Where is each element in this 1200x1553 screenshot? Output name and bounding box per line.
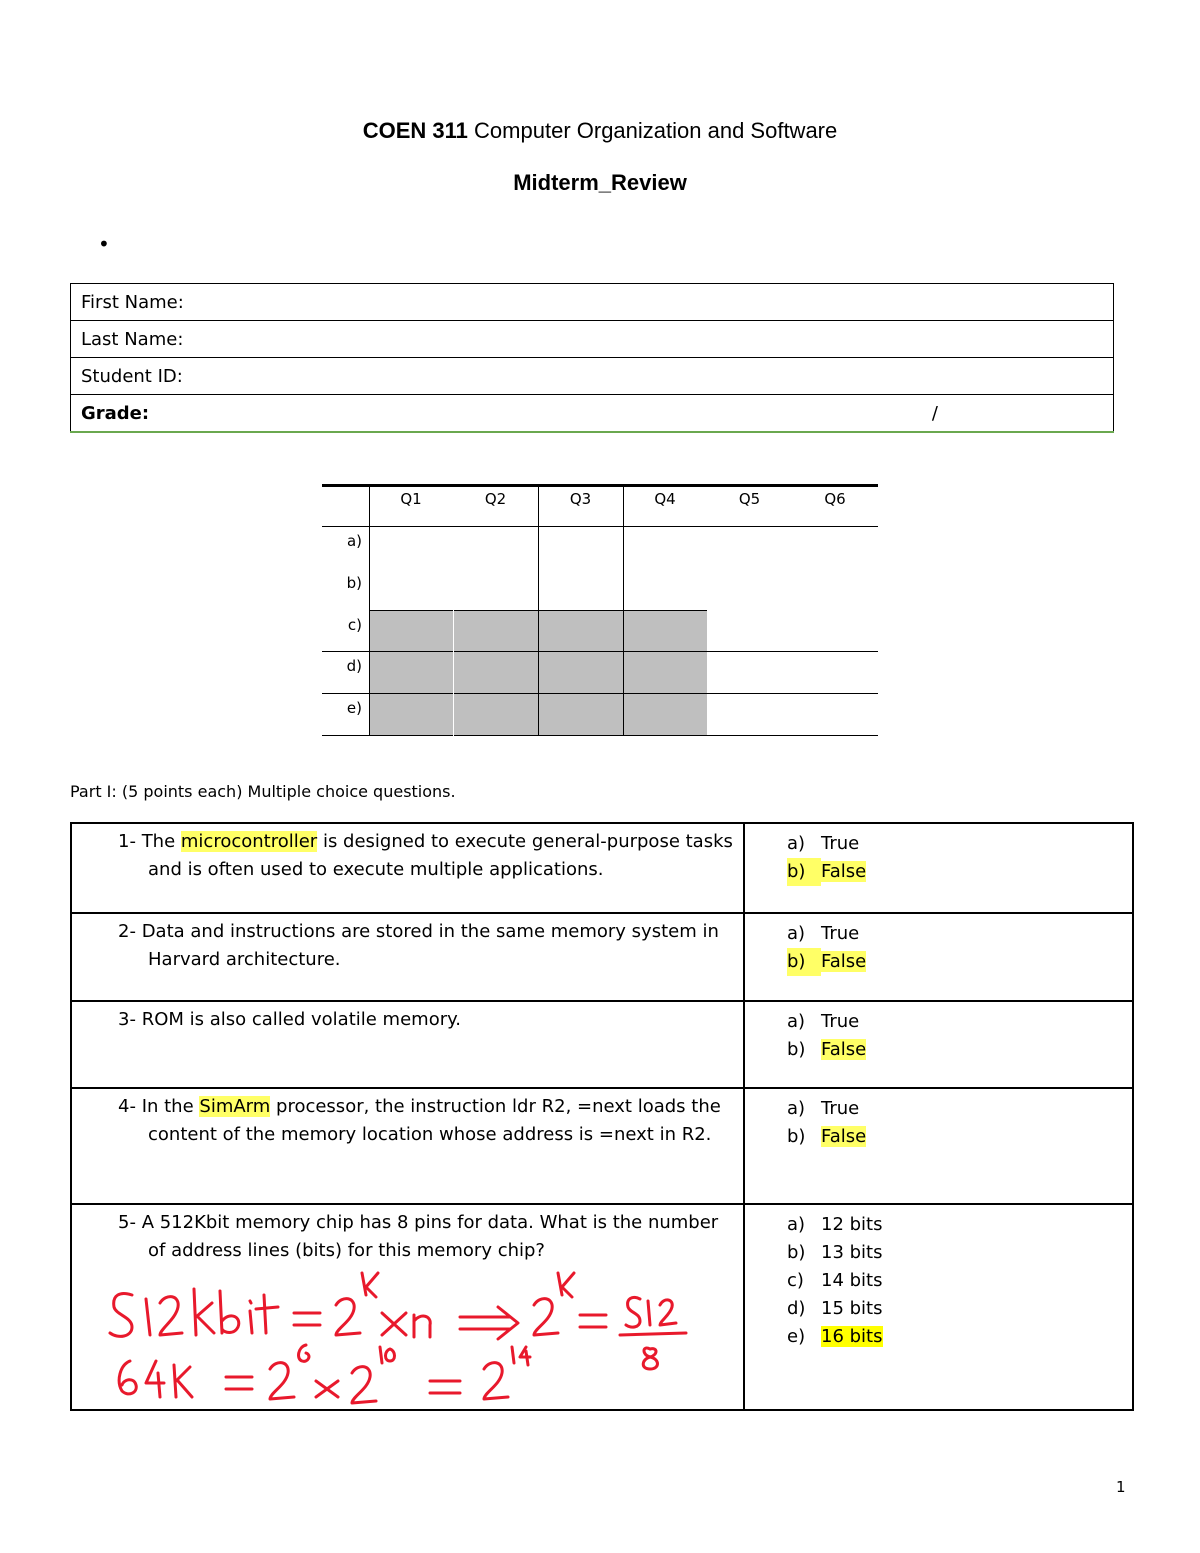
grid-row-divider <box>322 693 878 694</box>
question-cell <box>71 1088 744 1204</box>
first-name-label: First Name: <box>81 291 184 313</box>
grid-row-label-d: d) <box>346 657 362 675</box>
question-highlight: microcontroller <box>180 831 318 852</box>
last-name-field[interactable] <box>71 321 1114 358</box>
document-subtitle: Midterm_Review <box>513 170 687 195</box>
question-text-part: In the <box>141 1096 200 1117</box>
options-cell <box>744 1204 1133 1410</box>
grid-col-header-q3: Q3 <box>569 490 592 508</box>
option-a[interactable]: a) True <box>787 833 860 854</box>
question-text-part: The <box>141 831 181 852</box>
handwritten-calculation-drawing <box>80 1265 720 1405</box>
last-name-label: Last Name: <box>81 328 184 350</box>
grade-label: Grade: <box>81 402 150 424</box>
option-b-selected[interactable]: b) False <box>787 1039 867 1060</box>
grade-slash: / <box>931 402 938 424</box>
question-text-part: processor, the instruction ldr R2, =next loads the content of the memory location whose address is =next in R2. <box>148 1096 721 1145</box>
grid-col-header-q1: Q1 <box>400 490 422 508</box>
grid-col-divider <box>453 610 454 736</box>
question-cell <box>71 1001 744 1088</box>
question-number: 3- <box>118 1009 136 1030</box>
grid-col-header-q2: Q2 <box>484 490 507 508</box>
question-text-part: Data and instructions are stored in the same memory system in Harvard architecture. <box>141 921 719 970</box>
option-d[interactable]: d) 15 bits <box>787 1298 883 1319</box>
question-cell <box>71 913 744 1001</box>
question-text <box>118 1093 735 1149</box>
options-cell <box>744 1088 1133 1204</box>
option-a[interactable]: a) 12 bits <box>787 1214 883 1235</box>
question-number: 4- <box>118 1096 136 1117</box>
question-number: 5- <box>118 1212 136 1233</box>
grid-row-label-c: c) <box>347 616 362 634</box>
student-id-field[interactable] <box>71 358 1114 395</box>
option-a[interactable]: a) True <box>787 923 860 944</box>
handwritten-answer <box>80 1265 735 1405</box>
page-number: 1 <box>1116 1478 1126 1496</box>
first-name-field[interactable] <box>71 284 1114 321</box>
question-text <box>118 828 735 884</box>
question-cell <box>71 823 744 913</box>
option-b-selected[interactable]: b) False <box>787 948 1124 976</box>
question-text-part: A 512Kbit memory chip has 8 pins for data. What is the number of address lines (bits) for this memory chip? <box>141 1212 719 1261</box>
options-cell <box>744 1001 1133 1088</box>
grid-row-divider <box>322 651 878 652</box>
options-cell <box>744 823 1133 913</box>
question-text <box>118 918 735 974</box>
question-text <box>118 1006 735 1034</box>
option-a[interactable]: a) True <box>787 1098 860 1119</box>
grid-row-label-a: a) <box>346 532 362 550</box>
grid-col-header-q4: Q4 <box>654 490 676 508</box>
student-id-label: Student ID: <box>81 365 183 387</box>
course-title <box>0 118 1200 144</box>
grid-col-header-q6: Q6 <box>824 490 846 508</box>
option-b-selected[interactable]: b) False <box>787 858 1124 886</box>
bullet-point: • <box>98 232 110 256</box>
option-b[interactable]: b) 13 bits <box>787 1242 883 1263</box>
grid-bottom-border <box>322 735 878 736</box>
option-c[interactable]: c) 14 bits <box>787 1270 883 1291</box>
grid-header-divider <box>322 526 878 527</box>
questions-table <box>70 822 1134 1411</box>
question-row <box>71 913 1133 1001</box>
course-code: COEN 311 <box>362 118 468 143</box>
option-e-selected[interactable]: e) 16 bits <box>787 1326 883 1347</box>
question-text-part: ROM is also called volatile memory. <box>141 1009 461 1030</box>
grid-row-label-b: b) <box>346 574 362 592</box>
options-cell <box>744 913 1133 1001</box>
grid-row-label-e: e) <box>346 699 362 717</box>
option-a[interactable]: a) True <box>787 1011 860 1032</box>
question-row <box>71 1088 1133 1204</box>
student-info-table <box>70 283 1114 433</box>
question-row <box>71 823 1133 913</box>
question-text-part: is designed to execute general-purpose tasks and is often used to execute multiple applications. <box>148 831 733 880</box>
course-name: Computer Organization and Software <box>474 118 838 143</box>
grid-col-divider <box>369 484 370 736</box>
grid-col-divider <box>623 484 624 736</box>
grade-field[interactable] <box>71 395 1114 433</box>
question-row <box>71 1204 1133 1410</box>
part1-heading: Part I: (5 points each) Multiple choice questions. <box>70 782 456 801</box>
question-row <box>71 1001 1133 1088</box>
question-highlight: SimArm <box>199 1096 271 1117</box>
question-number: 1- <box>118 831 136 852</box>
question-cell <box>71 1204 744 1410</box>
grid-top-border <box>322 484 878 487</box>
grid-col-header-q5: Q5 <box>738 490 761 508</box>
question-number: 2- <box>118 921 136 942</box>
option-b-selected[interactable]: b) False <box>787 1126 867 1147</box>
grade-grid <box>322 484 878 736</box>
question-text <box>118 1209 735 1265</box>
grid-col-divider <box>538 484 539 736</box>
